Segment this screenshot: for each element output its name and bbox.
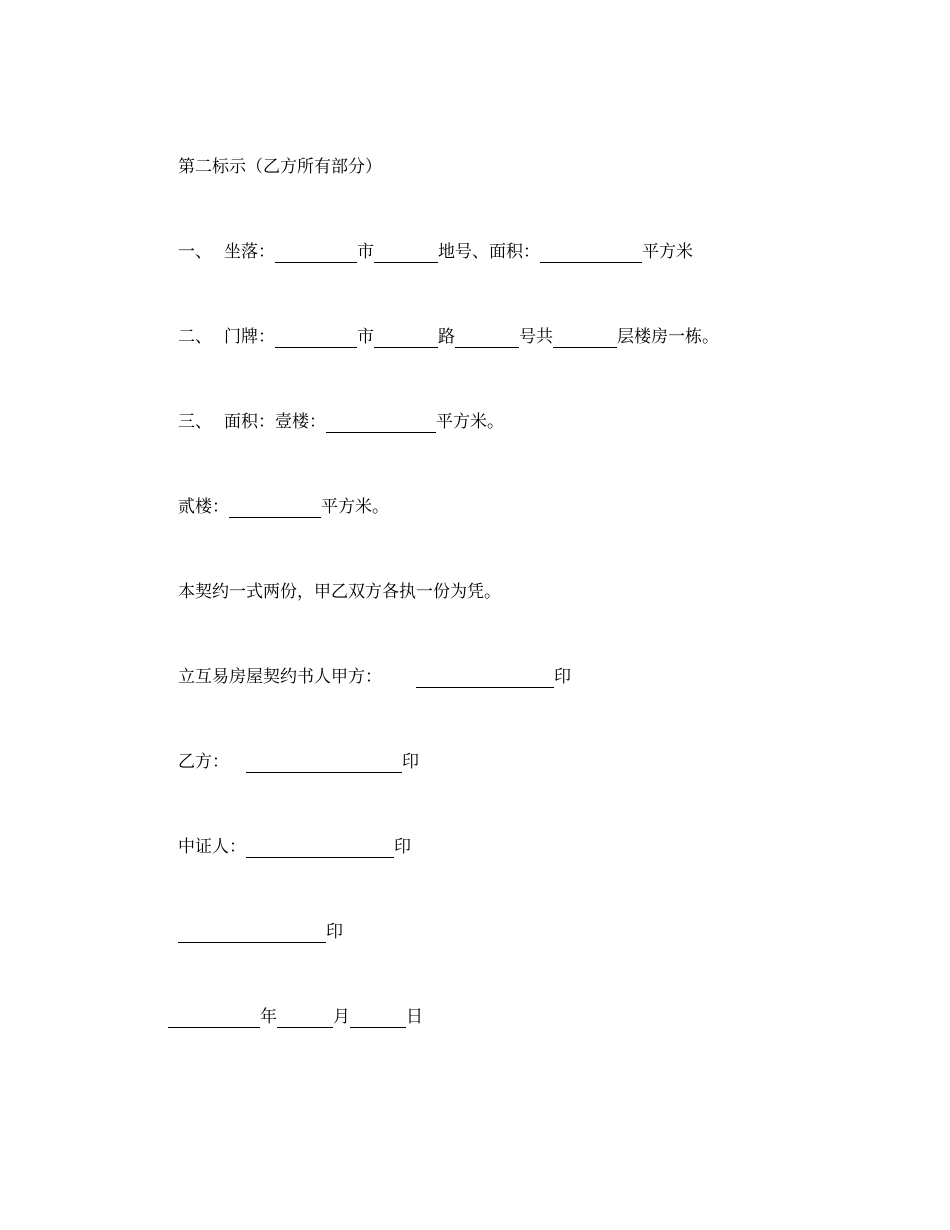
- signature-party-a: [178, 666, 571, 688]
- lot-number-blank[interactable]: [374, 244, 438, 263]
- floor2-area: [178, 496, 389, 518]
- item-location: [178, 241, 693, 263]
- copies-statement: [178, 581, 501, 603]
- party-a-signature-blank[interactable]: [416, 669, 554, 688]
- item-address: [178, 326, 719, 348]
- house-number-suffix: 号共: [519, 327, 553, 347]
- party-a-label: 立互易房屋契约书人甲方：: [178, 667, 382, 687]
- city-suffix: 市: [357, 242, 374, 262]
- signature-extra: [178, 921, 343, 943]
- copies-text: 本契约一式两份，甲乙双方各执一份为凭。: [178, 582, 501, 602]
- city-blank[interactable]: [275, 329, 357, 348]
- area-unit: 平方米。: [321, 497, 389, 517]
- date-line: [168, 1006, 423, 1028]
- item-number: 三、: [178, 412, 212, 432]
- address-label: 门牌：: [224, 327, 275, 347]
- floor1-area-blank[interactable]: [326, 414, 436, 433]
- floors-suffix: 层楼房一栋。: [617, 327, 719, 347]
- seal-mark: 印: [402, 752, 419, 772]
- road-blank[interactable]: [374, 329, 438, 348]
- area-unit: 平方米: [642, 242, 693, 262]
- party-b-label: 乙方：: [178, 752, 229, 772]
- lot-area-label: 地号、面积：: [438, 242, 540, 262]
- section-heading: [178, 156, 382, 178]
- month-blank[interactable]: [277, 1009, 333, 1028]
- floor2-area-blank[interactable]: [229, 499, 321, 518]
- day-blank[interactable]: [350, 1009, 406, 1028]
- city-blank[interactable]: [275, 244, 357, 263]
- seal-mark: 印: [326, 922, 343, 942]
- item-area: [178, 411, 504, 433]
- witness-signature-blank[interactable]: [246, 839, 394, 858]
- day-label: 日: [406, 1007, 423, 1027]
- item-number: 二、: [178, 327, 212, 347]
- party-b-signature-blank[interactable]: [246, 754, 402, 773]
- year-label: 年: [260, 1007, 277, 1027]
- item-number: 一、: [178, 242, 212, 262]
- area-blank[interactable]: [540, 244, 642, 263]
- extra-signature-blank[interactable]: [178, 924, 326, 943]
- signature-party-b: [178, 751, 419, 773]
- house-number-blank[interactable]: [455, 329, 519, 348]
- city-suffix: 市: [357, 327, 374, 347]
- floor1-label: 面积：壹楼：: [224, 412, 326, 432]
- signature-witness: [178, 836, 411, 858]
- area-unit: 平方米。: [436, 412, 504, 432]
- heading-text: 第二标示（乙方所有部分）: [178, 157, 382, 177]
- month-label: 月: [333, 1007, 350, 1027]
- floor2-label: 贰楼：: [178, 497, 229, 517]
- seal-mark: 印: [554, 667, 571, 687]
- seal-mark: 印: [394, 837, 411, 857]
- witness-label: 中证人：: [178, 837, 246, 857]
- floors-blank[interactable]: [553, 329, 617, 348]
- year-blank[interactable]: [168, 1009, 260, 1028]
- road-suffix: 路: [438, 327, 455, 347]
- location-label: 坐落：: [224, 242, 275, 262]
